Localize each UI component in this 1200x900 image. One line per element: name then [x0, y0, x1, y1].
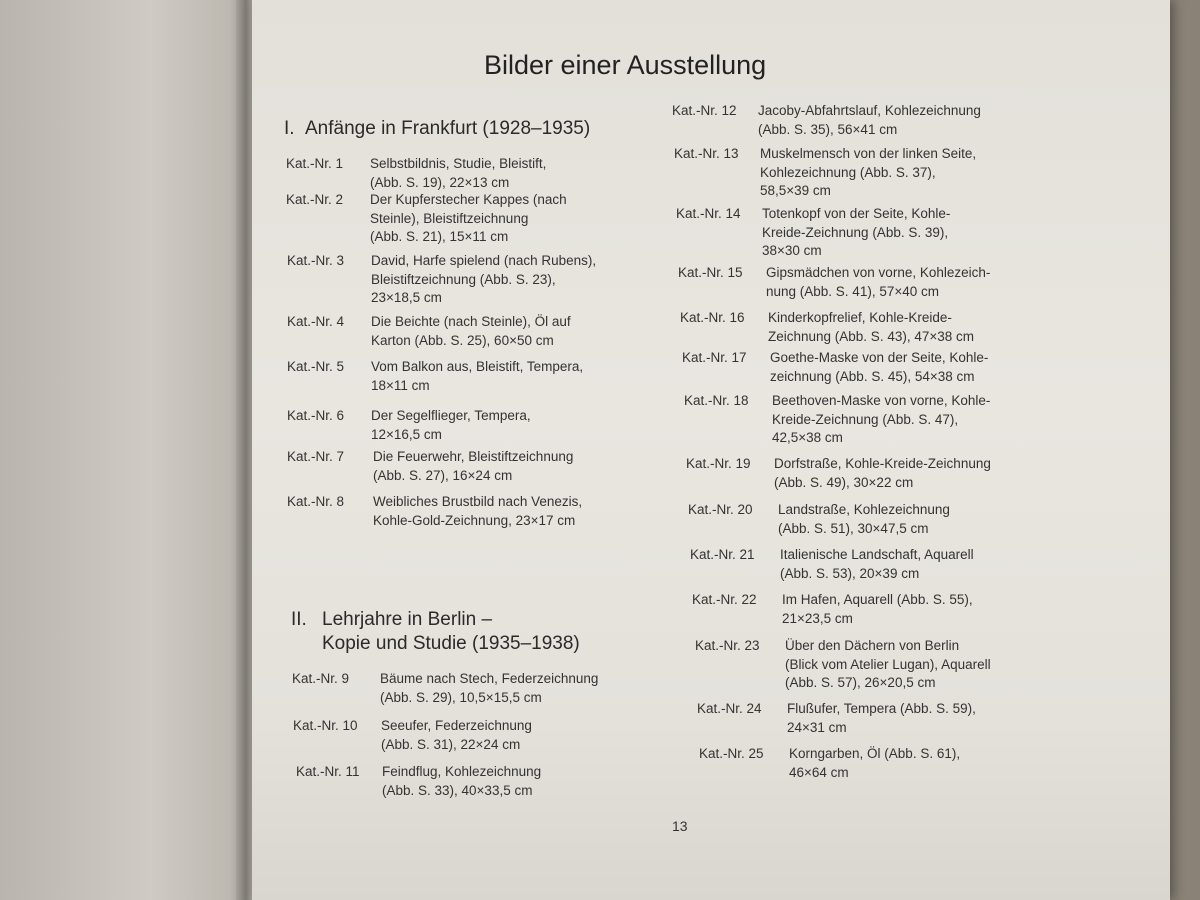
catalog-description: Goethe-Maske von der Seite, Kohle- zeichnung (Abb. S. 45), 54×38 cm: [770, 350, 989, 384]
catalog-number: Kat.-Nr. 8: [287, 494, 345, 509]
section-heading-1: [284, 117, 590, 141]
catalog-number: Kat.-Nr. 7: [287, 449, 345, 464]
catalog-number: Kat.-Nr. 11: [296, 764, 360, 779]
catalog-description: Landstraße, Kohlezeichnung (Abb. S. 51), 30×47,5 cm: [778, 502, 950, 536]
catalog-description: Im Hafen, Aquarell (Abb. S. 55), 21×23,5 cm: [782, 592, 973, 626]
catalog-number: Kat.-Nr. 2: [286, 192, 344, 207]
catalog-number: Kat.-Nr. 21: [690, 547, 755, 562]
catalog-number: Kat.-Nr. 23: [695, 638, 760, 653]
catalog-number: Kat.-Nr. 14: [676, 206, 741, 221]
catalog-description: Der Segelflieger, Tempera, 12×16,5 cm: [371, 408, 531, 442]
catalog-description: Feindflug, Kohlezeichnung (Abb. S. 33), 40×33,5 cm: [382, 764, 542, 798]
catalog-description: Kinderkopfrelief, Kohle-Kreide- Zeichnung (Abb. S. 43), 47×38 cm: [768, 310, 974, 344]
catalog-description: Bäume nach Stech, Federzeichnung (Abb. S. 29), 10,5×15,5 cm: [380, 671, 599, 705]
section-number: I.: [284, 118, 295, 139]
catalog-description: Weibliches Brustbild nach Venezis, Kohle-Gold-Zeichnung, 23×17 cm: [373, 494, 583, 528]
catalog-number: Kat.-Nr. 22: [692, 592, 757, 607]
catalog-description: Der Kupferstecher Kappes (nach Steinle), Bleistiftzeichnung (Abb. S. 21), 15×11 cm: [370, 192, 567, 244]
catalog-description: Die Feuerwehr, Bleistiftzeichnung (Abb. S. 27), 16×24 cm: [373, 449, 574, 483]
section-heading-2: [291, 608, 580, 656]
catalog-number: Kat.-Nr. 3: [287, 253, 345, 268]
left-page: [0, 0, 250, 900]
section-title: Anfänge in Frankfurt (1928–1935): [305, 118, 591, 139]
catalog-description: Jacoby-Abfahrtslauf, Kohlezeichnung (Abb. S. 35), 56×41 cm: [758, 103, 981, 137]
catalog-number: Kat.-Nr. 6: [287, 408, 345, 423]
catalog-description: David, Harfe spielend (nach Rubens), Bleistiftzeichnung (Abb. S. 23), 23×18,5 cm: [371, 253, 597, 305]
catalog-page: [252, 0, 1170, 900]
catalog-description: Die Beichte (nach Steinle), Öl auf Karton (Abb. S. 25), 60×50 cm: [371, 314, 571, 348]
catalog-description: Vom Balkon aus, Bleistift, Tempera, 18×11 cm: [371, 359, 584, 393]
catalog-number: Kat.-Nr. 4: [287, 314, 345, 329]
page-title: Bilder einer Ausstellung: [484, 50, 767, 80]
catalog-description: Dorfstraße, Kohle-Kreide-Zeichnung (Abb. S. 49), 30×22 cm: [774, 456, 991, 490]
catalog-number: Kat.-Nr. 10: [293, 718, 358, 733]
catalog-number: Kat.-Nr. 15: [678, 265, 743, 280]
catalog-number: Kat.-Nr. 24: [697, 701, 762, 716]
catalog-number: Kat.-Nr. 19: [686, 456, 751, 471]
catalog-number: Kat.-Nr. 12: [672, 103, 737, 118]
catalog-number: Kat.-Nr. 25: [699, 746, 764, 761]
catalog-number: Kat.-Nr. 9: [292, 671, 350, 686]
catalog-description: Korngarben, Öl (Abb. S. 61), 46×64 cm: [789, 746, 961, 780]
catalog-description: Gipsmädchen von vorne, Kohlezeich- nung (Abb. S. 41), 57×40 cm: [766, 265, 991, 299]
catalog-description: Seeufer, Federzeichnung (Abb. S. 31), 22×24 cm: [381, 718, 532, 752]
catalog-description: Beethoven-Maske von vorne, Kohle- Kreide-Zeichnung (Abb. S. 47), 42,5×38 cm: [772, 393, 991, 445]
catalog-number: Kat.-Nr. 1: [286, 156, 344, 171]
catalog-number: Kat.-Nr. 20: [688, 502, 753, 517]
catalog-number: Kat.-Nr. 18: [684, 393, 749, 408]
section-title: Lehrjahre in Berlin –: [322, 609, 493, 630]
section-title-line-2: Kopie und Studie (1935–1938): [322, 633, 580, 654]
catalog-number: Kat.-Nr. 17: [682, 350, 747, 365]
catalog-description: Über den Dächern von Berlin (Blick vom Atelier Lugan), Aquarell (Abb. S. 57), 26×20,5 cm: [785, 638, 991, 690]
catalog-description: Selbstbildnis, Studie, Bleistift, (Abb. S. 19), 22×13 cm: [370, 156, 547, 190]
section-number: II.: [291, 609, 307, 630]
catalog-number: Kat.-Nr. 13: [674, 146, 739, 161]
catalog-number: Kat.-Nr. 16: [680, 310, 745, 325]
catalog-description: Flußufer, Tempera (Abb. S. 59), 24×31 cm: [787, 701, 976, 735]
catalog-description: Italienische Landschaft, Aquarell (Abb. S. 53), 20×39 cm: [780, 547, 974, 581]
catalog-description: Totenkopf von der Seite, Kohle- Kreide-Zeichnung (Abb. S. 39), 38×30 cm: [762, 206, 951, 258]
catalog-description: Muskelmensch von der linken Seite, Kohlezeichnung (Abb. S. 37), 58,5×39 cm: [760, 146, 977, 198]
page-number: 13: [672, 818, 688, 834]
catalog-number: Kat.-Nr. 5: [287, 359, 345, 374]
